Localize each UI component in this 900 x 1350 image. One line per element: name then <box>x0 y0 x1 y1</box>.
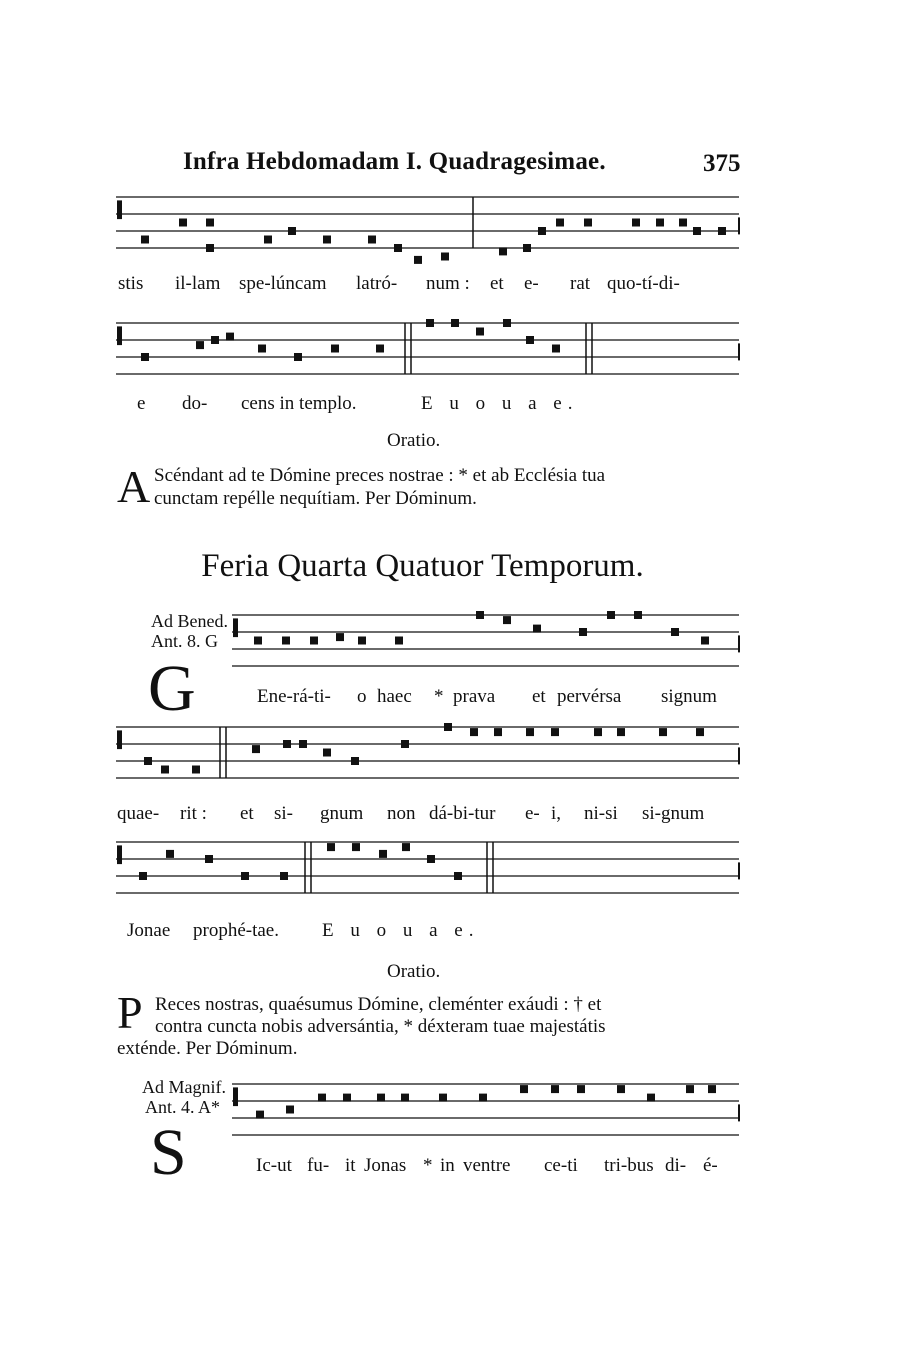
lyric-syllable: latró- <box>356 273 398 294</box>
lyric-syllable: cens in templo. <box>241 393 357 414</box>
neume-note <box>394 244 402 252</box>
neume-note <box>479 1094 487 1102</box>
neume-note <box>376 345 384 353</box>
do-clef <box>117 200 122 219</box>
neume-note <box>401 740 409 748</box>
neume-note <box>476 611 484 619</box>
neume-note <box>523 244 531 252</box>
lyric-syllable: signum <box>661 686 717 707</box>
neume-note <box>402 843 410 851</box>
neume-note <box>414 256 422 264</box>
lyric-syllable: num : <box>426 273 470 294</box>
neume-note <box>584 219 592 227</box>
lyric-syllable: i, <box>551 803 562 824</box>
neume-note <box>192 766 200 774</box>
euouae: E u o u a e. <box>421 393 579 414</box>
neume-note <box>538 227 546 235</box>
neume-note <box>211 336 219 344</box>
neume-note <box>323 749 331 757</box>
neume-note <box>252 745 260 753</box>
euouae: E u o u a e. <box>322 920 480 941</box>
lyric-syllable: Jonas <box>364 1155 407 1176</box>
neume-note <box>286 1106 294 1114</box>
prayer-line: contra cuncta nobis adversántia, * déxteram tuae majestátis <box>155 1016 606 1037</box>
neume-note <box>617 1085 625 1093</box>
neume-note <box>444 723 452 731</box>
neume-note <box>294 353 302 361</box>
neume-note <box>634 611 642 619</box>
neume-note <box>503 319 511 327</box>
lyric-syllable: prava <box>453 686 496 707</box>
lyric-syllable: stis <box>118 273 144 294</box>
neume-note <box>659 728 667 736</box>
antiphon-mode: Ant. 8. G <box>151 631 218 651</box>
do-clef <box>117 730 122 749</box>
neume-note <box>533 625 541 633</box>
antiphon-label: Ad Magnif. <box>142 1077 226 1097</box>
neume-note <box>264 236 272 244</box>
neume-note <box>656 219 664 227</box>
lyric-syllable: prophé-tae. <box>193 920 279 941</box>
drop-cap-initial: P <box>117 987 143 1038</box>
neume-note <box>141 236 149 244</box>
drop-cap-initial: G <box>148 652 196 725</box>
do-clef <box>233 1087 238 1106</box>
neume-note <box>632 219 640 227</box>
antiphon-label: Ad Bened. <box>151 611 228 631</box>
antiphon-mode: Ant. 4. A* <box>144 1097 220 1117</box>
neume-note <box>647 1094 655 1102</box>
neume-note <box>358 637 366 645</box>
neume-note <box>503 616 511 624</box>
neume-note <box>526 336 534 344</box>
running-head: Infra Hebdomadam I. Quadragesimae. <box>183 148 606 175</box>
drop-cap-initial: S <box>150 1116 187 1189</box>
lyric-syllable: e- <box>524 273 539 294</box>
neume-note <box>499 247 507 255</box>
neume-note <box>139 872 147 880</box>
neume-note <box>476 328 484 336</box>
lyric-syllable: ce-ti <box>544 1155 578 1176</box>
neume-note <box>205 855 213 863</box>
lyric-syllable: il-lam <box>175 273 221 294</box>
page-number: 375 <box>703 150 741 177</box>
neume-note <box>258 345 266 353</box>
neume-note <box>470 728 478 736</box>
neume-note <box>551 1085 559 1093</box>
lyric-syllable: e- <box>525 803 540 824</box>
lyric-syllable: Ene-rá-ti- <box>257 686 331 707</box>
lyric-syllable: * <box>423 1155 433 1176</box>
lyric-syllable: gnum <box>320 803 364 824</box>
lyric-syllable: haec <box>377 686 412 707</box>
neume-note <box>427 855 435 863</box>
neume-note <box>556 219 564 227</box>
neume-note <box>671 628 679 636</box>
neume-note <box>451 319 459 327</box>
neume-note <box>323 236 331 244</box>
neume-note <box>426 319 434 327</box>
neume-note <box>594 728 602 736</box>
neume-note <box>299 740 307 748</box>
lyric-syllable: in <box>440 1155 455 1176</box>
lyric-syllable: et <box>240 803 254 824</box>
neume-note <box>395 637 403 645</box>
neume-note <box>241 872 249 880</box>
neume-note <box>282 637 290 645</box>
do-clef <box>233 618 238 637</box>
neume-note <box>179 219 187 227</box>
neume-note <box>377 1094 385 1102</box>
lyric-syllable: spe-lúncam <box>239 273 327 294</box>
lyric-syllable: ventre <box>463 1155 511 1176</box>
neume-note <box>206 219 214 227</box>
lyric-syllable: it <box>345 1155 356 1176</box>
prayer-line: exténde. Per Dóminum. <box>117 1038 298 1059</box>
lyric-syllable: Jonae <box>127 920 171 941</box>
section-title: Feria Quarta Quatuor Temporum. <box>201 548 644 584</box>
neume-note <box>254 637 262 645</box>
neume-note <box>166 850 174 858</box>
neume-note <box>607 611 615 619</box>
neume-note <box>577 1085 585 1093</box>
prayer-line: Scéndant ad te Dómine preces nostrae : * et ab Ecclésia tua <box>154 465 606 486</box>
neume-note <box>206 244 214 252</box>
neume-note <box>196 341 204 349</box>
lyric-syllable: fu- <box>307 1155 330 1176</box>
neume-note <box>144 757 152 765</box>
lyric-syllable: si-gnum <box>642 803 705 824</box>
do-clef <box>117 326 122 345</box>
neume-note <box>379 850 387 858</box>
neume-note <box>288 227 296 235</box>
neume-note <box>226 333 234 341</box>
neume-note <box>343 1094 351 1102</box>
lyric-syllable: tri-bus <box>604 1155 654 1176</box>
neume-note <box>368 236 376 244</box>
lyric-syllable: o <box>357 686 367 707</box>
neume-note <box>441 253 449 261</box>
neume-note <box>718 227 726 235</box>
lyric-syllable: quae- <box>117 803 160 824</box>
neume-note <box>327 843 335 851</box>
neume-note <box>526 728 534 736</box>
oratio-heading: Oratio. <box>387 430 441 451</box>
neume-note <box>693 227 701 235</box>
neume-note <box>352 843 360 851</box>
neume-note <box>454 872 462 880</box>
lyric-syllable: ni-si <box>584 803 618 824</box>
neume-note <box>494 728 502 736</box>
lyric-syllable: rit : <box>180 803 207 824</box>
neume-note <box>579 628 587 636</box>
neume-note <box>617 728 625 736</box>
lyric-syllable: rat <box>570 273 591 294</box>
lyric-syllable: et <box>490 273 504 294</box>
neume-note <box>318 1094 326 1102</box>
neume-note <box>256 1111 264 1119</box>
lyric-syllable: quo-tí-di- <box>607 273 680 294</box>
prayer-line: cunctam repélle nequítiam. Per Dóminum. <box>154 488 477 509</box>
lyric-syllable: et <box>532 686 546 707</box>
neume-note <box>439 1094 447 1102</box>
neume-note <box>141 353 149 361</box>
lyric-syllable: pervérsa <box>557 686 622 707</box>
lyric-syllable: si- <box>274 803 293 824</box>
neume-note <box>686 1085 694 1093</box>
oratio-heading: Oratio. <box>387 961 441 982</box>
neume-note <box>696 728 704 736</box>
neume-note <box>310 637 318 645</box>
lyric-syllable: * <box>434 686 444 707</box>
neume-note <box>701 637 709 645</box>
neume-note <box>161 766 169 774</box>
neume-note <box>520 1085 528 1093</box>
lyric-syllable: di- <box>665 1155 687 1176</box>
prayer-line: Reces nostras, quaésumus Dómine, cleménter exáudi : † et <box>155 994 602 1015</box>
neume-note <box>351 757 359 765</box>
do-clef <box>117 845 122 864</box>
lyric-syllable: e <box>137 393 146 414</box>
lyric-syllable: Ic-ut <box>256 1155 292 1176</box>
neume-note <box>336 633 344 641</box>
neume-note <box>708 1085 716 1093</box>
lyric-syllable: é- <box>703 1155 718 1176</box>
lyric-syllable: do- <box>182 393 208 414</box>
neume-note <box>283 740 291 748</box>
neume-note <box>551 728 559 736</box>
neume-note <box>401 1094 409 1102</box>
neume-note <box>552 345 560 353</box>
neume-note <box>280 872 288 880</box>
lyric-syllable: dá-bi-tur <box>429 803 496 824</box>
neume-note <box>679 219 687 227</box>
lyric-syllable: non <box>387 803 416 824</box>
drop-cap-initial: A <box>117 461 151 512</box>
neume-note <box>331 345 339 353</box>
